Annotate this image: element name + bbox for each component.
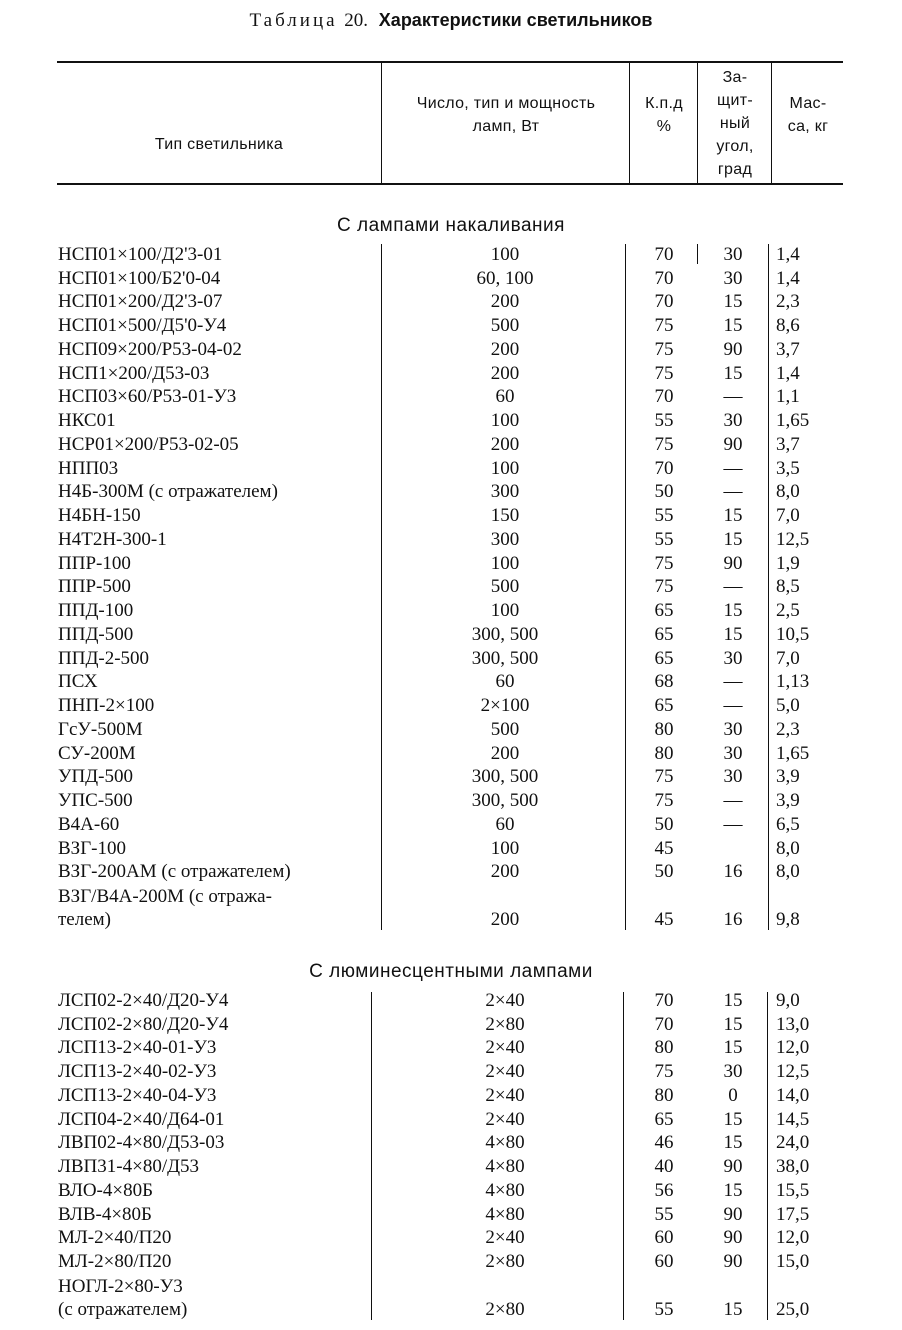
cell-protective-angle: 30 bbox=[723, 1061, 743, 1082]
cell-efficiency: 75 bbox=[654, 790, 674, 811]
cell-protective-angle: 30 bbox=[723, 647, 743, 669]
cell-luminaire-type: Н4Б-300М (с отражателем) bbox=[58, 481, 278, 503]
cell-efficiency: 80 bbox=[654, 718, 674, 740]
cell-lamps: 2×40 bbox=[485, 1061, 525, 1082]
table-row bbox=[0, 551, 902, 575]
cell-efficiency: 65 bbox=[654, 600, 674, 621]
cell-lamps: 200 bbox=[490, 362, 520, 384]
cell-luminaire-type: ВЗГ-100 bbox=[58, 837, 127, 859]
cell-luminaire-type: УПС-500 bbox=[58, 790, 133, 811]
table-row bbox=[0, 361, 902, 385]
cell-lamps: 4×80 bbox=[485, 1132, 525, 1154]
cell-luminaire-type: ЛСП13-2×40-04-У3 bbox=[58, 1084, 217, 1106]
cell-efficiency: 70 bbox=[654, 989, 674, 1011]
cell-mass: 12,0 bbox=[776, 1037, 810, 1059]
cell-mass: 12,0 bbox=[776, 1227, 810, 1249]
cell-lamps: 200 bbox=[490, 433, 520, 455]
cell-protective-angle: — bbox=[723, 695, 743, 716]
cell-luminaire-type: ПСХ bbox=[58, 671, 98, 693]
cell-efficiency: 75 bbox=[654, 315, 674, 336]
cell-mass: 1,4 bbox=[776, 243, 800, 265]
cell-luminaire-type: ПНП-2×100 bbox=[58, 695, 155, 716]
table-row bbox=[0, 575, 902, 599]
cell-protective-angle: 15 bbox=[723, 1132, 743, 1154]
cell-luminaire-type: ЛВП02-4×80/Д53-03 bbox=[58, 1132, 225, 1154]
cell-lamps: 300, 500 bbox=[471, 766, 539, 788]
header-efficiency: К.п.д % bbox=[645, 95, 683, 135]
cell-mass: 3,5 bbox=[776, 457, 800, 479]
cell-mass: 8,5 bbox=[776, 576, 800, 598]
cell-protective-angle: 15 bbox=[723, 1013, 743, 1035]
cell-mass: 1,4 bbox=[776, 267, 800, 289]
cell-efficiency: 70 bbox=[654, 386, 674, 408]
cell-mass: 1,13 bbox=[776, 671, 810, 693]
cell-protective-angle: 15 bbox=[723, 600, 743, 621]
cell-lamps: 2×80 bbox=[485, 1298, 525, 1320]
cell-efficiency: 70 bbox=[654, 457, 674, 479]
cell-mass: 3,9 bbox=[776, 790, 800, 811]
cell-lamps: 60 bbox=[495, 386, 515, 408]
cell-luminaire-type: Н4Т2Н-300-1 bbox=[58, 528, 167, 550]
cell-lamps: 100 bbox=[490, 600, 520, 621]
cell-efficiency: 60 bbox=[654, 1227, 674, 1249]
table-row bbox=[0, 836, 902, 860]
cell-lamps: 2×40 bbox=[485, 989, 525, 1011]
cell-lamps: 500 bbox=[490, 576, 520, 598]
cell-luminaire-type: ППР-100 bbox=[58, 552, 131, 574]
cell-lamps: 2×40 bbox=[485, 1227, 525, 1249]
cell-efficiency: 75 bbox=[654, 338, 674, 360]
cell-mass: 2,3 bbox=[776, 291, 800, 313]
cell-efficiency: 56 bbox=[654, 1179, 674, 1201]
cell-mass: 25,0 bbox=[776, 1298, 810, 1320]
cell-luminaire-type: НОГЛ-2×80-У3 (с отражателем) bbox=[58, 1275, 188, 1320]
cell-protective-angle: 15 bbox=[723, 362, 743, 384]
table-row bbox=[0, 266, 902, 290]
header-separator-3 bbox=[697, 62, 698, 183]
cell-protective-angle: — bbox=[723, 457, 743, 479]
cell-lamps: 300 bbox=[490, 528, 520, 550]
cell-efficiency: 65 bbox=[654, 695, 674, 716]
cell-lamps: 200 bbox=[490, 742, 520, 764]
table-row bbox=[0, 622, 902, 646]
cell-lamps: 200 bbox=[490, 861, 520, 883]
cell-protective-angle: 30 bbox=[723, 742, 743, 764]
cell-mass: 7,0 bbox=[776, 505, 800, 526]
cell-lamps: 2×100 bbox=[480, 695, 530, 716]
cell-luminaire-type: ППД-100 bbox=[58, 600, 134, 621]
cell-efficiency: 55 bbox=[654, 1298, 674, 1320]
cell-protective-angle: — bbox=[723, 576, 743, 598]
table-row bbox=[0, 788, 902, 812]
cell-protective-angle: 15 bbox=[723, 1179, 743, 1201]
cell-protective-angle: 15 bbox=[723, 528, 743, 550]
cell-lamps: 300, 500 bbox=[471, 647, 539, 669]
table-caption bbox=[0, 8, 902, 33]
cell-efficiency: 50 bbox=[654, 481, 674, 503]
cell-luminaire-type: ВЛВ-4×80Б bbox=[58, 1203, 152, 1225]
cell-mass: 12,5 bbox=[776, 528, 810, 550]
section-fluorescent-title: С люминесцентными лампами bbox=[309, 961, 593, 982]
cell-lamps: 2×40 bbox=[485, 1037, 525, 1059]
cell-protective-angle: 15 bbox=[723, 1108, 743, 1130]
cell-mass: 8,0 bbox=[776, 837, 800, 859]
cell-mass: 14,5 bbox=[776, 1108, 810, 1130]
cell-luminaire-type: ППД-2-500 bbox=[58, 647, 150, 669]
table-row bbox=[0, 860, 902, 884]
cell-efficiency: 68 bbox=[654, 671, 674, 693]
cell-protective-angle: 30 bbox=[723, 243, 743, 265]
cell-lamps: 100 bbox=[490, 243, 520, 265]
table-row bbox=[0, 290, 902, 314]
cell-lamps: 500 bbox=[490, 315, 520, 336]
table-row bbox=[0, 765, 902, 789]
cell-mass: 3,9 bbox=[776, 766, 800, 788]
cell-efficiency: 75 bbox=[654, 576, 674, 598]
cell-lamps: 200 bbox=[490, 291, 520, 313]
cell-efficiency: 70 bbox=[654, 243, 674, 265]
cell-protective-angle: 15 bbox=[723, 989, 743, 1011]
table-row bbox=[0, 646, 902, 670]
cell-luminaire-type: ППР-500 bbox=[58, 576, 131, 598]
table-row bbox=[0, 693, 902, 717]
cell-mass: 1,65 bbox=[776, 742, 810, 764]
cell-lamps: 2×80 bbox=[485, 1013, 525, 1035]
cell-luminaire-type: НСП01×100/Б2'0-04 bbox=[58, 267, 221, 289]
cell-mass: 1,65 bbox=[776, 410, 810, 431]
table-row bbox=[0, 480, 902, 504]
cell-efficiency: 65 bbox=[654, 1108, 674, 1130]
section-incandescent-rows bbox=[0, 242, 902, 931]
header-type: Тип светильника bbox=[154, 136, 284, 153]
cell-protective-angle: 0 bbox=[728, 1084, 738, 1106]
cell-luminaire-type: В4А-60 bbox=[58, 813, 120, 835]
header-separator-4 bbox=[771, 62, 772, 183]
cell-lamps: 300 bbox=[490, 481, 520, 503]
body2-separator-3 bbox=[767, 992, 768, 1320]
cell-lamps: 60 bbox=[495, 671, 515, 693]
cell-luminaire-type: ЛВП31-4×80/Д53 bbox=[58, 1156, 200, 1177]
header-lamps: Число, тип и мощность ламп, Вт bbox=[416, 95, 596, 135]
cell-mass: 1,9 bbox=[776, 552, 800, 574]
cell-efficiency: 80 bbox=[654, 742, 674, 764]
cell-mass: 2,5 bbox=[776, 600, 800, 621]
cell-efficiency: 65 bbox=[654, 623, 674, 645]
cell-luminaire-type: Н4БН-150 bbox=[58, 505, 141, 526]
cell-mass: 3,7 bbox=[776, 433, 800, 455]
body1-separator-3 bbox=[697, 244, 698, 264]
cell-luminaire-type: СУ-200М bbox=[58, 742, 136, 764]
cell-mass: 8,6 bbox=[776, 315, 800, 336]
cell-protective-angle: 90 bbox=[723, 338, 743, 360]
table-row bbox=[0, 503, 902, 527]
cell-luminaire-type: ЛСП04-2×40/Д64-01 bbox=[58, 1108, 225, 1130]
cell-efficiency: 75 bbox=[654, 362, 674, 384]
cell-protective-angle: — bbox=[723, 790, 743, 811]
cell-efficiency: 70 bbox=[654, 1013, 674, 1035]
cell-lamps: 100 bbox=[490, 410, 520, 431]
cell-lamps: 300, 500 bbox=[471, 790, 539, 811]
cell-lamps: 2×40 bbox=[485, 1084, 525, 1106]
cell-efficiency: 80 bbox=[654, 1084, 674, 1106]
cell-protective-angle: 30 bbox=[723, 766, 743, 788]
cell-efficiency: 70 bbox=[654, 267, 674, 289]
cell-luminaire-type: ВЛО-4×80Б bbox=[58, 1179, 154, 1201]
cell-protective-angle: 90 bbox=[723, 433, 743, 455]
section-incandescent-title: С лампами накаливания bbox=[337, 215, 565, 236]
body1-separator-1 bbox=[381, 244, 382, 930]
cell-luminaire-type: НСП01×200/Д2'3-07 bbox=[58, 291, 223, 313]
cell-luminaire-type: ЛСП13-2×40-01-У3 bbox=[58, 1037, 217, 1059]
cell-mass: 9,8 bbox=[776, 908, 800, 930]
cell-efficiency: 40 bbox=[654, 1156, 674, 1177]
cell-efficiency: 45 bbox=[654, 908, 674, 930]
cell-luminaire-type: УПД-500 bbox=[58, 766, 133, 788]
table-row bbox=[0, 242, 902, 266]
cell-mass: 1,1 bbox=[776, 386, 800, 408]
cell-efficiency: 70 bbox=[654, 291, 674, 313]
cell-mass: 9,0 bbox=[776, 989, 800, 1011]
cell-mass: 2,3 bbox=[776, 718, 800, 740]
cell-protective-angle: 30 bbox=[723, 267, 743, 289]
cell-protective-angle: 90 bbox=[723, 1156, 743, 1177]
cell-lamps: 100 bbox=[490, 552, 520, 574]
cell-efficiency: 75 bbox=[654, 766, 674, 788]
table-row bbox=[0, 337, 902, 361]
cell-efficiency: 75 bbox=[654, 552, 674, 574]
cell-luminaire-type: НПП03 bbox=[58, 457, 119, 479]
cell-mass: 3,7 bbox=[776, 338, 800, 360]
caption-title: Характеристики светильников bbox=[378, 10, 653, 30]
cell-luminaire-type: ВЗГ/В4А-200М (с отража- телем) bbox=[58, 885, 272, 930]
cell-luminaire-type: ЛСП02-2×40/Д20-У4 bbox=[58, 989, 229, 1011]
cell-lamps: 300, 500 bbox=[471, 623, 539, 645]
cell-lamps: 60 bbox=[495, 813, 515, 835]
header-separator-1 bbox=[381, 62, 382, 183]
cell-lamps: 200 bbox=[490, 338, 520, 360]
header-mass: Мас- са, кг bbox=[787, 95, 829, 135]
cell-luminaire-type: НСР01×200/Р53-02-05 bbox=[58, 433, 239, 455]
table-row bbox=[0, 883, 902, 931]
cell-mass: 8,0 bbox=[776, 481, 800, 503]
cell-mass: 1,4 bbox=[776, 362, 800, 384]
cell-protective-angle: 90 bbox=[723, 1227, 743, 1249]
cell-efficiency: 75 bbox=[654, 1061, 674, 1082]
cell-protective-angle: 15 bbox=[723, 315, 743, 336]
cell-mass: 14,0 bbox=[776, 1084, 810, 1106]
header-top-rule bbox=[57, 61, 843, 63]
cell-lamps: 4×80 bbox=[485, 1156, 525, 1177]
cell-protective-angle: 15 bbox=[723, 291, 743, 313]
cell-luminaire-type: МЛ-2×80/П20 bbox=[58, 1251, 172, 1272]
table-row bbox=[0, 527, 902, 551]
cell-mass: 15,0 bbox=[776, 1251, 810, 1272]
cell-protective-angle: 30 bbox=[723, 410, 743, 431]
cell-lamps: 500 bbox=[490, 718, 520, 740]
cell-mass: 8,0 bbox=[776, 861, 800, 883]
table-row bbox=[0, 432, 902, 456]
cell-efficiency: 55 bbox=[654, 528, 674, 550]
cell-efficiency: 46 bbox=[654, 1132, 674, 1154]
cell-efficiency: 65 bbox=[654, 647, 674, 669]
cell-luminaire-type: НСП1×200/Д53-03 bbox=[58, 362, 210, 384]
cell-luminaire-type: ЛСП02-2×80/Д20-У4 bbox=[58, 1013, 229, 1035]
table-row bbox=[0, 741, 902, 765]
cell-luminaire-type: НСП01×100/Д2'3-01 bbox=[58, 243, 223, 265]
cell-lamps: 60, 100 bbox=[476, 267, 534, 289]
caption-label: Таблица bbox=[249, 10, 338, 31]
cell-lamps: 100 bbox=[490, 837, 520, 859]
body2-separator-2 bbox=[623, 992, 624, 1320]
cell-lamps: 100 bbox=[490, 457, 520, 479]
cell-luminaire-type: НСП03×60/Р53-01-У3 bbox=[58, 386, 237, 408]
cell-mass: 12,5 bbox=[776, 1061, 810, 1082]
cell-protective-angle: 15 bbox=[723, 1298, 743, 1320]
cell-luminaire-type: НКС01 bbox=[58, 410, 116, 431]
cell-protective-angle: — bbox=[723, 671, 743, 693]
cell-efficiency: 50 bbox=[654, 813, 674, 835]
table-row bbox=[0, 313, 902, 337]
cell-protective-angle: 90 bbox=[723, 552, 743, 574]
header-angle: За- щит- ный угол, град bbox=[716, 69, 754, 178]
cell-protective-angle: — bbox=[723, 386, 743, 408]
cell-luminaire-type: ГсУ-500М bbox=[58, 718, 143, 740]
table-row bbox=[0, 598, 902, 622]
cell-luminaire-type: МЛ-2×40/П20 bbox=[58, 1227, 172, 1249]
cell-protective-angle: 90 bbox=[723, 1203, 743, 1225]
cell-mass: 7,0 bbox=[776, 647, 800, 669]
cell-lamps: 4×80 bbox=[485, 1179, 525, 1201]
cell-protective-angle: 15 bbox=[723, 1037, 743, 1059]
cell-efficiency: 80 bbox=[654, 1037, 674, 1059]
cell-mass: 5,0 bbox=[776, 695, 800, 716]
cell-mass: 6,5 bbox=[776, 813, 800, 835]
cell-luminaire-type: ВЗГ-200АМ (с отражателем) bbox=[58, 861, 291, 883]
cell-luminaire-type: ЛСП13-2×40-02-У3 bbox=[58, 1061, 217, 1082]
body1-separator-2 bbox=[625, 244, 626, 930]
cell-efficiency: 60 bbox=[654, 1251, 674, 1272]
cell-efficiency: 75 bbox=[654, 433, 674, 455]
cell-protective-angle: 30 bbox=[723, 718, 743, 740]
table-row bbox=[0, 812, 902, 836]
cell-lamps: 2×80 bbox=[485, 1251, 525, 1272]
cell-protective-angle: — bbox=[723, 481, 743, 503]
header-bottom-rule bbox=[57, 183, 843, 185]
cell-efficiency: 55 bbox=[654, 410, 674, 431]
cell-protective-angle: 16 bbox=[723, 908, 743, 930]
cell-protective-angle: 15 bbox=[723, 505, 743, 526]
table-row bbox=[0, 408, 902, 432]
body1-separator-4 bbox=[768, 244, 769, 930]
cell-lamps: 200 bbox=[490, 908, 520, 930]
cell-lamps: 2×40 bbox=[485, 1108, 525, 1130]
header-separator-2 bbox=[629, 62, 630, 183]
table-row bbox=[0, 385, 902, 409]
cell-lamps: 4×80 bbox=[485, 1203, 525, 1225]
table-row bbox=[0, 717, 902, 741]
cell-mass: 15,5 bbox=[776, 1179, 810, 1201]
cell-mass: 24,0 bbox=[776, 1132, 810, 1154]
cell-protective-angle: 90 bbox=[723, 1251, 743, 1272]
cell-mass: 17,5 bbox=[776, 1203, 810, 1225]
cell-mass: 38,0 bbox=[776, 1156, 810, 1177]
cell-efficiency: 50 bbox=[654, 861, 674, 883]
table-row bbox=[0, 456, 902, 480]
cell-efficiency: 55 bbox=[654, 1203, 674, 1225]
cell-lamps: 150 bbox=[490, 505, 520, 526]
cell-protective-angle: 16 bbox=[723, 861, 743, 883]
cell-luminaire-type: НСП09×200/Р53-04-02 bbox=[58, 338, 242, 360]
cell-efficiency: 45 bbox=[654, 837, 674, 859]
body2-separator-1 bbox=[371, 992, 372, 1320]
cell-mass: 13,0 bbox=[776, 1013, 810, 1035]
table-row bbox=[0, 670, 902, 694]
cell-efficiency: 55 bbox=[654, 505, 674, 526]
caption-number: 20. bbox=[344, 10, 369, 31]
cell-luminaire-type: ППД-500 bbox=[58, 623, 134, 645]
cell-luminaire-type: НСП01×500/Д5'0-У4 bbox=[58, 315, 227, 336]
cell-mass: 10,5 bbox=[776, 623, 810, 645]
cell-protective-angle: 15 bbox=[723, 623, 743, 645]
cell-protective-angle: — bbox=[723, 813, 743, 835]
